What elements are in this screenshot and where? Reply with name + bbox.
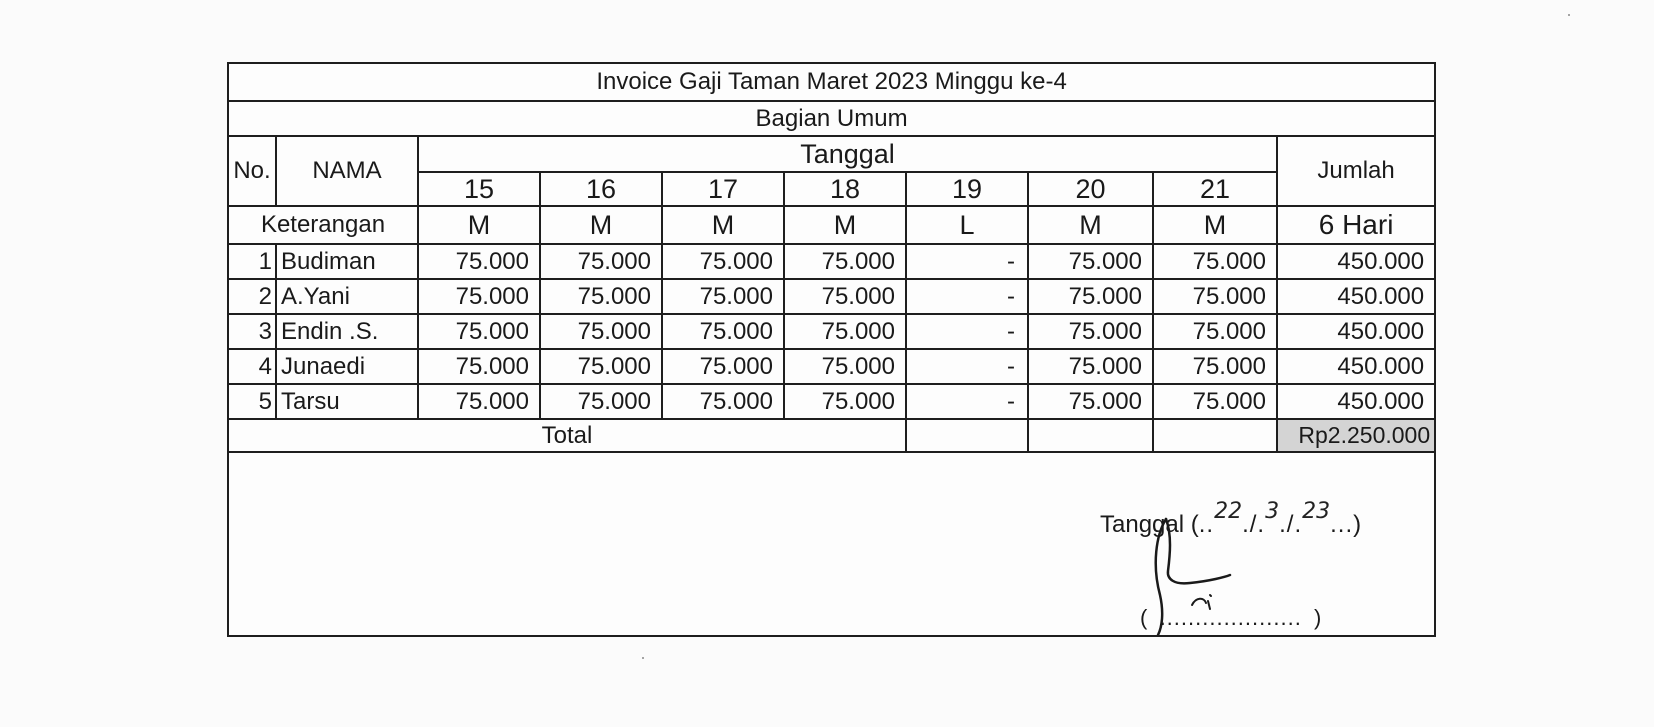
date-header: 21	[1153, 172, 1277, 206]
row-no: 5	[229, 384, 276, 419]
wage-cell: 75.000	[662, 244, 784, 279]
scan-speck	[642, 657, 644, 659]
wage-cell: 75.000	[418, 349, 540, 384]
grand-total: Rp2.250.000	[1277, 419, 1434, 452]
wage-cell: -	[906, 244, 1028, 279]
date-header: 18	[784, 172, 906, 206]
wage-cell: 75.000	[662, 314, 784, 349]
table-row	[229, 279, 1434, 314]
wage-cell: 75.000	[1153, 384, 1277, 419]
jumlah-hari: 6 Hari	[1277, 206, 1434, 244]
header-keterangan: Keterangan	[229, 206, 418, 244]
row-no: 1	[229, 244, 276, 279]
wage-cell: 75.000	[418, 314, 540, 349]
wage-cell: 75.000	[540, 384, 662, 419]
status-cell: M	[784, 206, 906, 244]
header-jumlah: Jumlah	[1277, 136, 1434, 206]
wage-cell: 75.000	[1153, 279, 1277, 314]
status-cell: L	[906, 206, 1028, 244]
status-cell: M	[418, 206, 540, 244]
total-label: Total	[229, 419, 906, 452]
row-name: Tarsu	[276, 384, 418, 419]
wage-cell: 75.000	[418, 244, 540, 279]
row-name: Budiman	[276, 244, 418, 279]
signature-date-label: Tanggal	[1100, 511, 1185, 538]
signature-date-line: Tanggal (..22./.3./.23...)	[1100, 499, 1363, 538]
header-no: No.	[229, 136, 276, 206]
row-no: 4	[229, 349, 276, 384]
signature-block	[1100, 499, 1400, 635]
wage-cell: -	[906, 349, 1028, 384]
wage-cell: 75.000	[540, 314, 662, 349]
date-header: 20	[1028, 172, 1153, 206]
wage-cell: 75.000	[540, 279, 662, 314]
wage-cell: 75.000	[418, 279, 540, 314]
signature-date-day: 22	[1214, 499, 1243, 524]
wage-cell: 75.000	[662, 384, 784, 419]
table-row	[229, 314, 1434, 349]
wage-cell: -	[906, 384, 1028, 419]
wage-cell: 75.000	[1153, 349, 1277, 384]
date-header: 15	[418, 172, 540, 206]
row-no: 3	[229, 314, 276, 349]
wage-cell: 75.000	[418, 384, 540, 419]
row-total: 450.000	[1277, 279, 1434, 314]
invoice-subtitle: Bagian Umum	[229, 101, 1434, 136]
wage-cell: 75.000	[784, 279, 906, 314]
row-name: A.Yani	[276, 279, 418, 314]
empty-cell	[906, 419, 1028, 452]
wage-cell: 75.000	[784, 314, 906, 349]
signature-date-month: 3	[1265, 499, 1280, 524]
wage-cell: 75.000	[1028, 384, 1153, 419]
wage-cell: 75.000	[1028, 314, 1153, 349]
empty-cell	[1028, 419, 1153, 452]
status-cell: M	[662, 206, 784, 244]
row-name: Endin .S.	[276, 314, 418, 349]
wage-cell: 75.000	[1153, 244, 1277, 279]
row-total: 450.000	[1277, 314, 1434, 349]
empty-cell	[1153, 419, 1277, 452]
wage-cell: 75.000	[784, 349, 906, 384]
table-row	[229, 244, 1434, 279]
row-no: 2	[229, 279, 276, 314]
wage-cell: 75.000	[1028, 279, 1153, 314]
status-cell: M	[540, 206, 662, 244]
signature-date-year: 23	[1302, 499, 1331, 524]
wage-cell: 75.000	[1028, 244, 1153, 279]
scan-speck	[1568, 14, 1570, 16]
invoice-table	[229, 64, 1434, 453]
row-total: 450.000	[1277, 244, 1434, 279]
wage-cell: 75.000	[662, 349, 784, 384]
wage-cell: 75.000	[540, 244, 662, 279]
status-cell: M	[1028, 206, 1153, 244]
wage-cell: 75.000	[1153, 314, 1277, 349]
row-total: 450.000	[1277, 349, 1434, 384]
wage-cell: -	[906, 314, 1028, 349]
date-header: 17	[662, 172, 784, 206]
signature-name-line: ( .................... )	[1140, 605, 1322, 630]
table-row	[229, 349, 1434, 384]
date-header: 19	[906, 172, 1028, 206]
wage-cell: 75.000	[540, 349, 662, 384]
wage-cell: -	[906, 279, 1028, 314]
row-name: Junaedi	[276, 349, 418, 384]
table-row	[229, 384, 1434, 419]
header-nama: NAMA	[276, 136, 418, 206]
invoice-title: Invoice Gaji Taman Maret 2023 Minggu ke-4	[229, 64, 1434, 101]
wage-cell: 75.000	[784, 384, 906, 419]
status-cell: M	[1153, 206, 1277, 244]
row-total: 450.000	[1277, 384, 1434, 419]
wage-cell: 75.000	[1028, 349, 1153, 384]
header-tanggal: Tanggal	[418, 136, 1277, 172]
date-header: 16	[540, 172, 662, 206]
wage-cell: 75.000	[662, 279, 784, 314]
wage-cell: 75.000	[784, 244, 906, 279]
